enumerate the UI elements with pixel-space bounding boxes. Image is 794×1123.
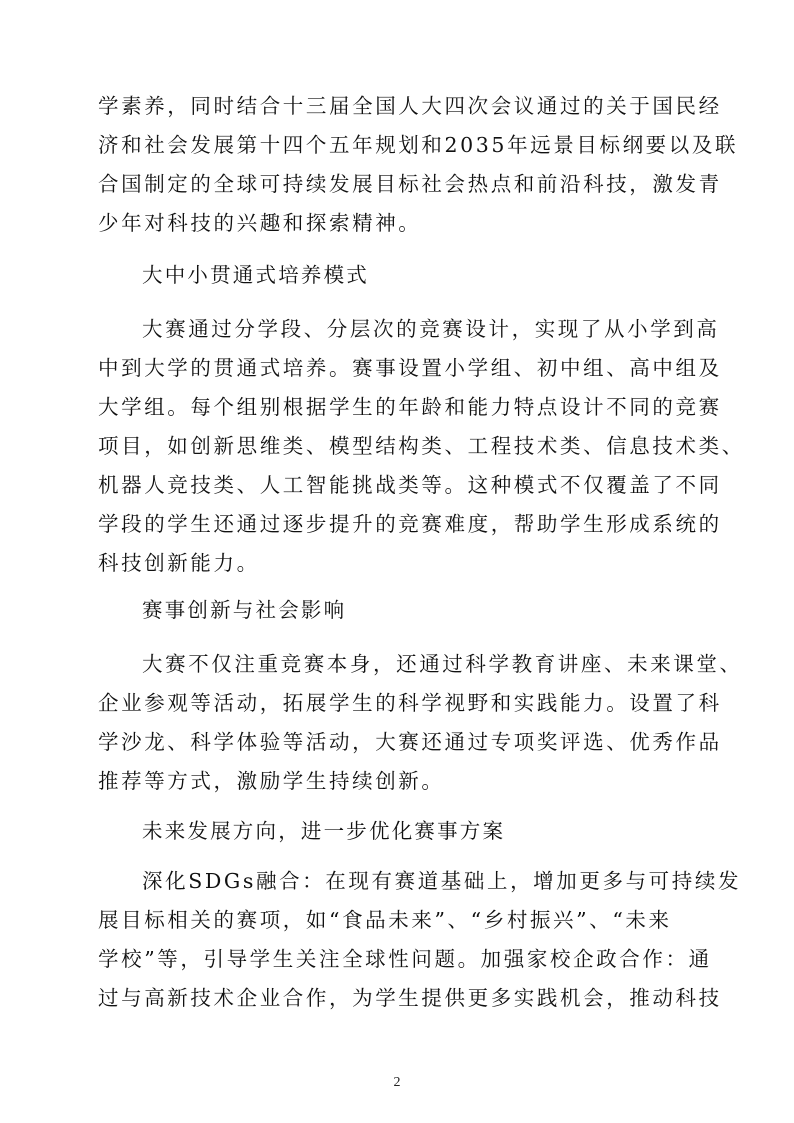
section-1-line-5: 机器人竞技类、人工智能挑战类等。这种模式不仅覆盖了不同 bbox=[98, 473, 722, 497]
section-1-line-3: 大学组。每个组别根据学生的年龄和能力特点设计不同的竞赛 bbox=[98, 395, 722, 419]
section-1-title: 大中小贯通式培养模式 bbox=[142, 263, 369, 287]
section-heading-3 bbox=[98, 812, 738, 851]
section-heading-2 bbox=[98, 591, 738, 630]
intro-line-2: 济和社会发展第十四个五年规划和2035年远景目标纲要以及联 bbox=[98, 133, 739, 157]
section-3-line-2: 展目标相关的赛项，如“食品未来”、“乡村振兴”、“未来 bbox=[98, 908, 672, 932]
section-3-title: 未来发展方向，进一步优化赛事方案 bbox=[142, 819, 506, 843]
intro-line-3: 合国制定的全球可持续发展目标社会热点和前沿科技，激发青 bbox=[98, 172, 722, 196]
section-2-paragraph bbox=[98, 645, 743, 801]
section-2-title: 赛事创新与社会影响 bbox=[142, 598, 347, 622]
section-1-line-6: 学段的学生还通过逐步提升的竞赛难度，帮助学生形成系统的 bbox=[98, 512, 722, 536]
section-1-line-2: 中到大学的贯通式培养。赛事设置小学组、初中组、高中组及 bbox=[98, 356, 722, 380]
section-3-line-1: 深化SDGs融合：在现有赛道基础上，增加更多与可持续发 bbox=[142, 869, 742, 893]
section-3-paragraph bbox=[98, 862, 742, 1018]
section-3-line-3: 学校”等，引导学生关注全球性问题。加强家校企政合作：通 bbox=[98, 947, 712, 971]
intro-paragraph bbox=[98, 87, 738, 243]
intro-line-1: 学素养，同时结合十三届全国人大四次会议通过的关于国民经 bbox=[98, 94, 722, 118]
section-2-line-4: 推荐等方式，激励学生持续创新。 bbox=[98, 769, 445, 793]
section-1-line-7: 科技创新能力。 bbox=[98, 551, 260, 575]
section-3-line-4: 过与高新技术企业合作，为学生提供更多实践机会，推动科技 bbox=[98, 986, 722, 1010]
section-2-line-2: 企业参观等活动，拓展学生的科学视野和实践能力。设置了科 bbox=[98, 691, 722, 715]
section-1-line-1: 大赛通过分学段、分层次的竞赛设计，实现了从小学到高 bbox=[142, 317, 720, 341]
section-1-line-4: 项目，如创新思维类、模型结构类、工程技术类、信息技术类、 bbox=[98, 434, 745, 458]
section-heading-1 bbox=[98, 256, 738, 295]
section-2-line-1: 大赛不仅注重竞赛本身，还通过科学教育讲座、未来课堂、 bbox=[142, 652, 743, 676]
intro-line-4: 少年对科技的兴趣和探索精神。 bbox=[98, 211, 422, 235]
section-2-line-3: 学沙龙、科学体验等活动，大赛还通过专项奖评选、优秀作品 bbox=[98, 730, 722, 754]
section-1-paragraph bbox=[98, 310, 745, 583]
page-number: 2 bbox=[393, 1075, 401, 1090]
